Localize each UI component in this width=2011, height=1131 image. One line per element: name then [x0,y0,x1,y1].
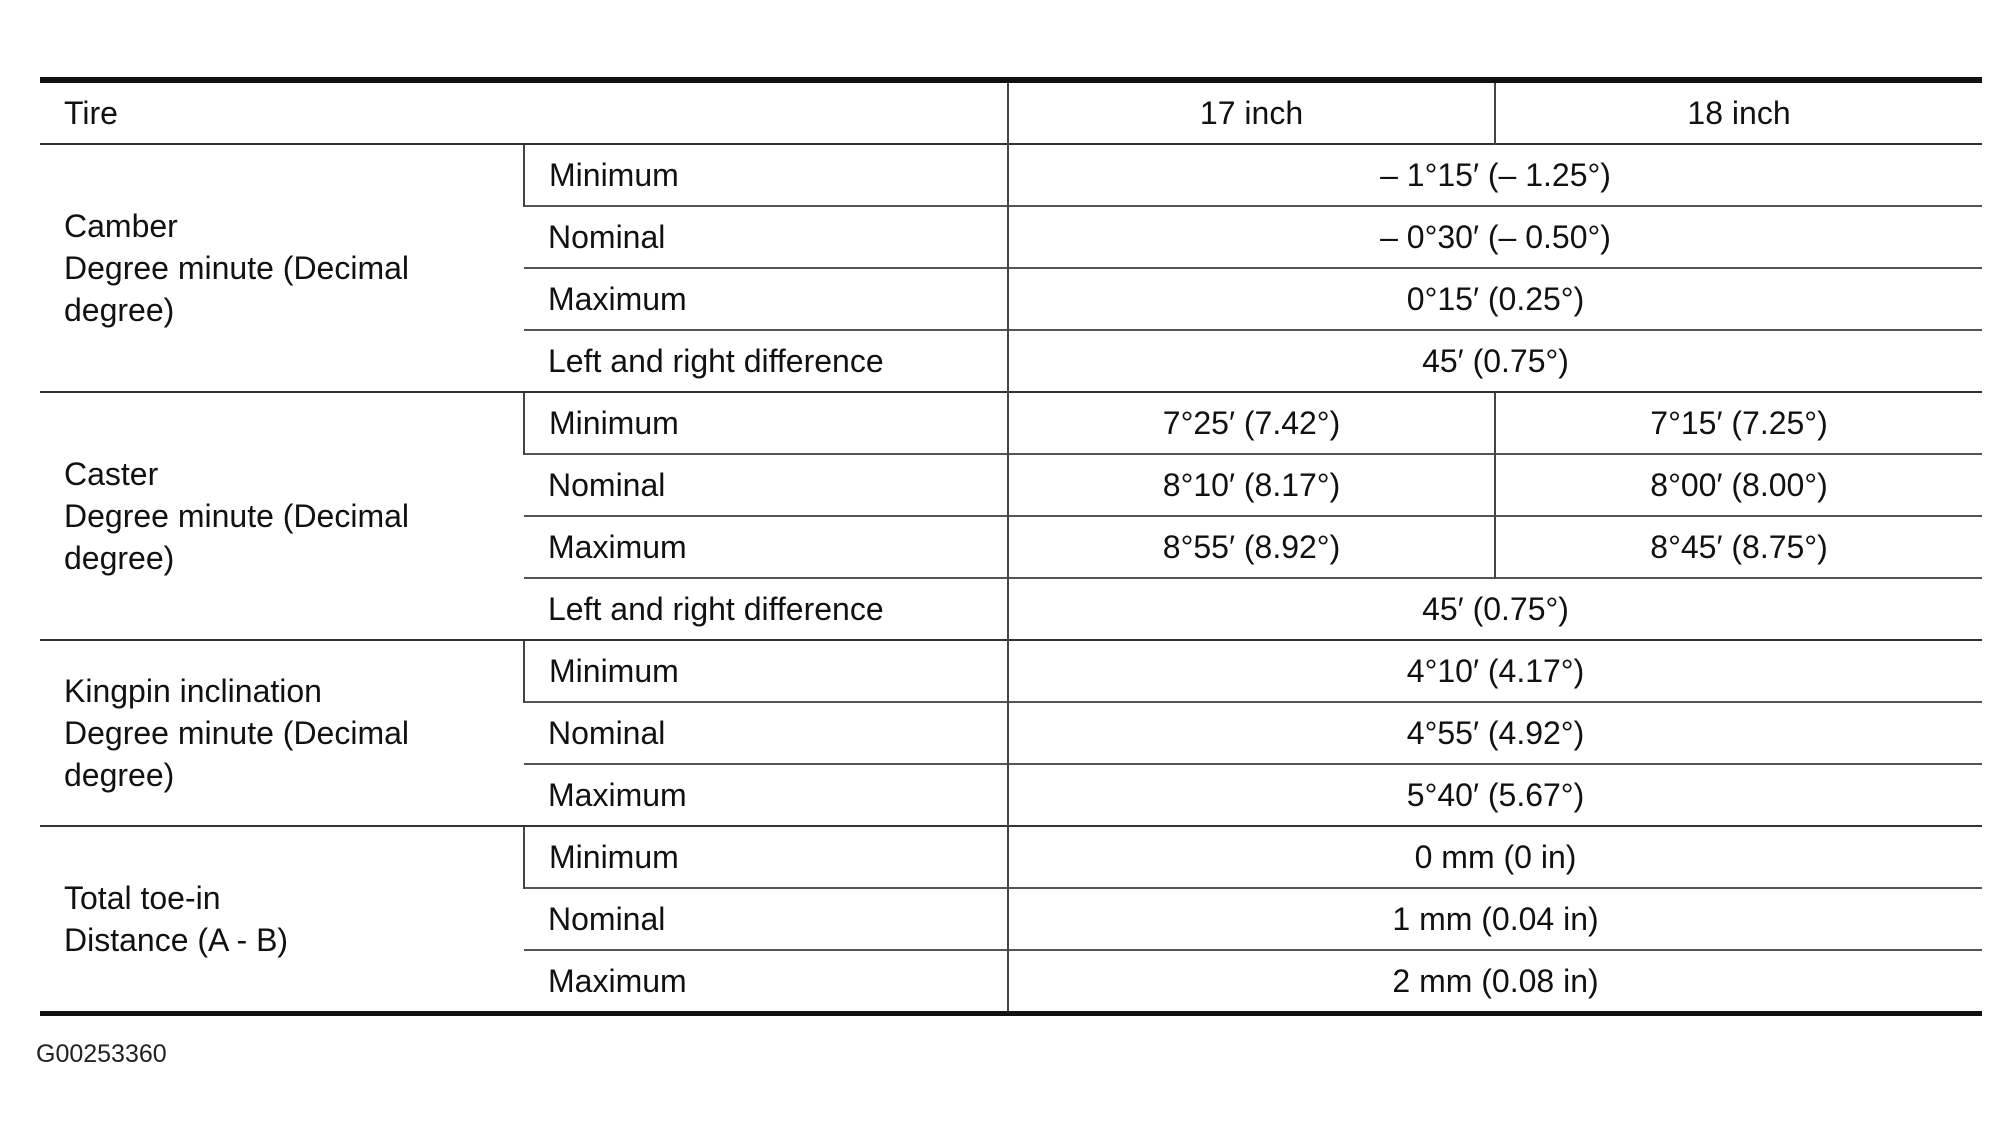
caster-group-label [40,392,524,640]
toe-in-minimum-label: Minimum [524,826,1008,888]
toe-in-maximum-value: 2 mm (0.08 in) [1008,950,1982,1014]
caster-nominal-17-value: 8°10′ (8.17°) [1008,454,1495,516]
kingpin-minimum-value: 4°10′ (4.17°) [1008,640,1982,702]
caster-label-line: Caster [64,456,159,492]
caster-difference-label: Left and right difference [524,578,1008,640]
toe-in-label-line: Distance (A - B) [64,922,289,958]
kingpin-nominal-label: Nominal [524,702,1008,764]
kingpin-label-line: Kingpin inclination [64,673,322,709]
toe-in-nominal-value: 1 mm (0.04 in) [1008,888,1982,950]
caster-minimum-18-value: 7°15′ (7.25°) [1495,392,1982,454]
camber-label-line: Camber [64,208,178,244]
header-tire-label: Tire [64,95,118,131]
toe-in-maximum-label: Maximum [524,950,1008,1014]
toe-in-label-line: Total toe-in [64,880,221,916]
header-17-inch: 17 inch [1008,80,1495,144]
kingpin-nominal-value: 4°55′ (4.92°) [1008,702,1982,764]
header-18-inch: 18 inch [1495,80,1982,144]
camber-label-line: degree) [64,292,175,328]
table-row [40,392,1982,454]
toe-in-minimum-value: 0 mm (0 in) [1008,826,1982,888]
caster-difference-value: 45′ (0.75°) [1008,578,1982,640]
caster-minimum-label: Minimum [524,392,1008,454]
figure-id: G00253360 [36,1040,167,1068]
kingpin-label-line: degree) [64,757,175,793]
toe-in-group-label [40,826,524,1014]
kingpin-label-line: Degree minute (Decimal [64,715,410,751]
camber-label-line: Degree minute (Decimal [64,250,410,286]
caster-maximum-18-value: 8°45′ (8.75°) [1495,516,1982,578]
caster-maximum-17-value: 8°55′ (8.92°) [1008,516,1495,578]
table-header-row [40,80,1982,144]
toe-in-nominal-label: Nominal [524,888,1008,950]
caster-minimum-17-value: 7°25′ (7.42°) [1008,392,1495,454]
table-row [40,826,1982,888]
caster-label-line: Degree minute (Decimal [64,498,410,534]
kingpin-maximum-value: 5°40′ (5.67°) [1008,764,1982,826]
caster-label-line: degree) [64,540,175,576]
caster-nominal-18-value: 8°00′ (8.00°) [1495,454,1982,516]
camber-nominal-label: Nominal [524,206,1008,268]
kingpin-minimum-label: Minimum [524,640,1008,702]
alignment-spec-table [40,77,1982,1016]
camber-minimum-label: Minimum [524,144,1008,206]
camber-minimum-value: – 1°15′ (– 1.25°) [1008,144,1982,206]
camber-difference-label: Left and right difference [524,330,1008,392]
table-row [40,144,1982,206]
table-row [40,640,1982,702]
camber-maximum-label: Maximum [524,268,1008,330]
camber-maximum-value: 0°15′ (0.25°) [1008,268,1982,330]
caster-maximum-label: Maximum [524,516,1008,578]
camber-difference-value: 45′ (0.75°) [1008,330,1982,392]
caster-nominal-label: Nominal [524,454,1008,516]
kingpin-group-label [40,640,524,826]
camber-group-label [40,144,524,392]
camber-nominal-value: – 0°30′ (– 0.50°) [1008,206,1982,268]
kingpin-maximum-label: Maximum [524,764,1008,826]
